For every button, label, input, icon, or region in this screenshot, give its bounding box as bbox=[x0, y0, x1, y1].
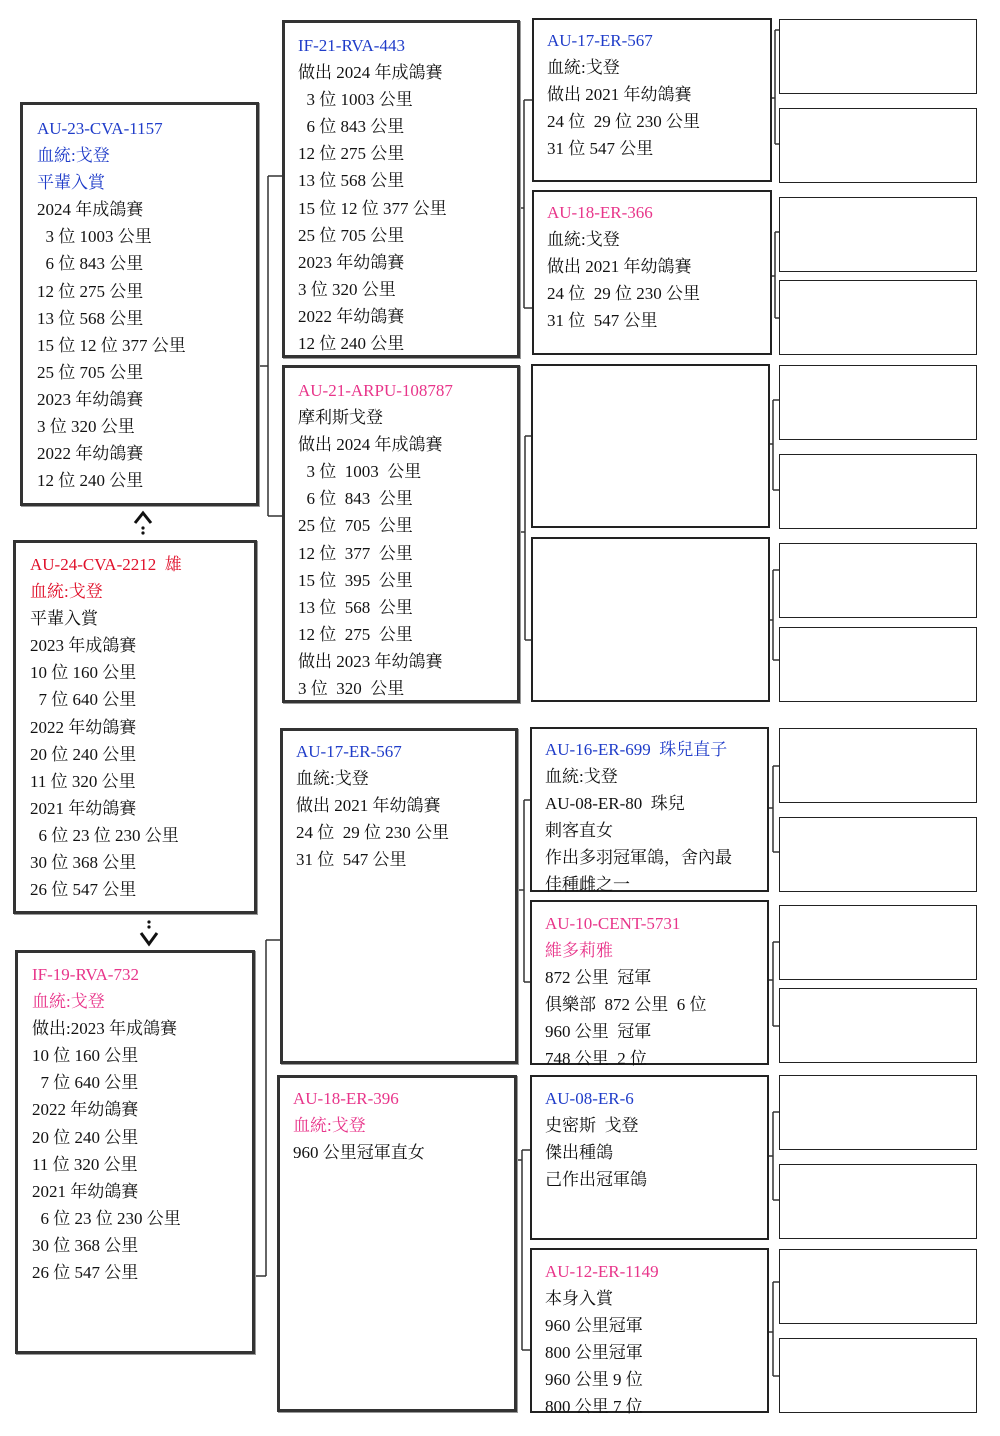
race-result: 30 位 368 公里 bbox=[30, 853, 137, 873]
empty-ancestor-card[interactable] bbox=[531, 364, 770, 528]
sibling-card-text bbox=[37, 115, 250, 497]
granddam-card[interactable] bbox=[530, 1248, 769, 1417]
empty-ancestor-card[interactable] bbox=[779, 817, 977, 892]
dam-sire-card[interactable] bbox=[280, 728, 518, 1064]
race-result: 872 公里 冠軍 bbox=[545, 968, 652, 988]
race-season: 2023 年成鴿賽 bbox=[30, 636, 137, 656]
race-result: 800 公里 7 位 bbox=[545, 1397, 643, 1417]
race-season: 做出 2024 年成鴿賽 bbox=[298, 63, 443, 83]
note-text: 己作出冠軍鴿 bbox=[545, 1170, 647, 1190]
race-season: 做出 2021 年幼鴿賽 bbox=[296, 796, 441, 816]
note-text: 本身入賞 bbox=[545, 1289, 613, 1309]
race-result: 12 位 275 公里 bbox=[37, 281, 144, 301]
note-text: 佳種雌之一 bbox=[545, 875, 630, 895]
granddam-card[interactable] bbox=[530, 900, 769, 1069]
race-season: 做出 2021 年幼鴿賽 bbox=[547, 257, 692, 277]
grandsire-card[interactable] bbox=[532, 18, 772, 182]
race-result: 3 位 320 公里 bbox=[298, 279, 396, 299]
empty-ancestor-card[interactable] bbox=[779, 905, 977, 980]
race-result: 15 位 395 公里 bbox=[298, 570, 413, 590]
race-result: 俱樂部 872 公里 6 位 bbox=[545, 995, 707, 1015]
race-season: 2021 年幼鴿賽 bbox=[30, 798, 137, 818]
race-result: 15 位 12 位 377 公里 bbox=[37, 335, 186, 355]
race-result: 800 公里冠軍 bbox=[545, 1343, 643, 1363]
race-result: 13 位 568 公里 bbox=[298, 597, 413, 617]
dotted-down-arrow-icon bbox=[138, 918, 160, 953]
race-result: 31 位 547 公里 bbox=[547, 139, 654, 159]
race-season: 2022 年幼鴿賽 bbox=[298, 306, 405, 326]
strain-text: 血統:戈登 bbox=[547, 58, 620, 78]
race-result: 6 位 843 公里 bbox=[37, 254, 144, 274]
dam-sire-card-text bbox=[296, 738, 509, 1055]
ring-number: AU-18-ER-396 bbox=[293, 1089, 399, 1108]
race-result: 20 位 240 公里 bbox=[32, 1127, 139, 1147]
empty-ancestor-card[interactable] bbox=[779, 197, 977, 272]
race-result: 6 位 23 位 230 公里 bbox=[30, 825, 179, 845]
strain-text: 血統:戈登 bbox=[296, 769, 369, 789]
strain-text: 摩利斯戈登 bbox=[298, 408, 383, 428]
race-result: 960 公里冠軍 bbox=[545, 1316, 643, 1336]
ring-number: AU-17-ER-567 bbox=[547, 31, 653, 50]
race-result: 30 位 368 公里 bbox=[32, 1235, 139, 1255]
empty-ancestor-card[interactable] bbox=[779, 454, 977, 529]
race-result: 6 位 843 公里 bbox=[298, 489, 413, 509]
race-result: 20 位 240 公里 bbox=[30, 744, 137, 764]
strain-text: 血統:戈登 bbox=[32, 992, 105, 1012]
strain-text: 血統:戈登 bbox=[293, 1116, 366, 1136]
race-season: 2022 年幼鴿賽 bbox=[32, 1100, 139, 1120]
race-result: 13 位 568 公里 bbox=[37, 308, 144, 328]
strain-text: 史密斯 戈登 bbox=[545, 1116, 639, 1136]
race-result: 25 位 705 公里 bbox=[298, 516, 413, 536]
ring-number: AU-10-CENT-5731 bbox=[545, 914, 681, 933]
race-season: 2021 年幼鴿賽 bbox=[32, 1181, 139, 1201]
ring-number: AU-23-CVA-1157 bbox=[37, 119, 163, 138]
strain-text: 血統:戈登 bbox=[37, 146, 110, 166]
sire-card[interactable] bbox=[282, 20, 520, 358]
race-result: 25 位 705 公里 bbox=[37, 362, 144, 382]
race-result: 960 公里 9 位 bbox=[545, 1370, 643, 1390]
empty-ancestor-card[interactable] bbox=[779, 627, 977, 702]
race-result: 11 位 320 公里 bbox=[32, 1154, 138, 1174]
granddam-card-text bbox=[545, 1258, 761, 1417]
name-text: 維多莉雅 bbox=[545, 941, 613, 961]
strain-text: 血統:戈登 bbox=[545, 767, 618, 787]
grandsire-card[interactable] bbox=[530, 1075, 769, 1240]
race-result: 24 位 29 位 230 公里 bbox=[547, 284, 700, 304]
ring-number: AU-17-ER-567 bbox=[296, 742, 402, 761]
race-result: 3 位 320 公里 bbox=[298, 679, 405, 699]
sire-dam-card-text bbox=[298, 377, 511, 699]
race-result: 7 位 640 公里 bbox=[32, 1073, 139, 1093]
race-result: 26 位 547 公里 bbox=[32, 1263, 139, 1283]
race-season: 做出 2023 年幼鴿賽 bbox=[298, 651, 443, 671]
granddam-card-text bbox=[545, 910, 761, 1069]
race-result: 3 位 1003 公里 bbox=[298, 462, 422, 482]
race-season: 2023 年幼鴿賽 bbox=[298, 252, 405, 272]
note-text: 作出多羽冠軍鴿，舍內最 bbox=[545, 848, 732, 868]
race-season: 2022 年幼鴿賽 bbox=[37, 444, 144, 464]
empty-ancestor-card[interactable] bbox=[779, 365, 977, 440]
race-season: 2023 年幼鴿賽 bbox=[37, 389, 144, 409]
race-season: 2024 年成鴿賽 bbox=[37, 200, 144, 220]
race-season: 2022 年幼鴿賽 bbox=[30, 717, 137, 737]
empty-ancestor-card[interactable] bbox=[779, 988, 977, 1063]
empty-ancestor-card[interactable] bbox=[531, 537, 770, 702]
dotted-up-arrow-icon bbox=[132, 510, 154, 543]
race-result: 960 公里 冠軍 bbox=[545, 1022, 652, 1042]
note-text: 傑出種鴿 bbox=[545, 1143, 613, 1163]
strain-text: 血統:戈登 bbox=[547, 230, 620, 250]
strain-text: 血統:戈登 bbox=[30, 582, 103, 602]
granddam-card[interactable] bbox=[532, 190, 772, 355]
race-result: 13 位 568 公里 bbox=[298, 171, 405, 191]
race-result: 11 位 320 公里 bbox=[30, 771, 136, 791]
race-result: 12 位 240 公里 bbox=[37, 471, 144, 491]
note-text: 刺客直女 bbox=[545, 821, 613, 841]
ring-number: IF-21-RVA-443 bbox=[298, 36, 405, 55]
race-result: 3 位 320 公里 bbox=[37, 417, 135, 437]
dam-card[interactable] bbox=[15, 950, 255, 1354]
race-result: 12 位 275 公里 bbox=[298, 624, 413, 644]
race-result: 6 位 843 公里 bbox=[298, 117, 405, 137]
ring-number: AU-12-ER-1149 bbox=[545, 1262, 659, 1281]
race-season: 做出 2021 年幼鴿賽 bbox=[547, 85, 692, 105]
subject-card[interactable] bbox=[13, 540, 257, 914]
dam-dam-card-text bbox=[293, 1085, 508, 1403]
race-result: 3 位 1003 公里 bbox=[298, 90, 413, 110]
ring-number: AU-18-ER-366 bbox=[547, 203, 653, 222]
empty-ancestor-card[interactable] bbox=[779, 108, 977, 183]
subject-card-text bbox=[30, 551, 248, 905]
race-season: 做出 2024 年成鴿賽 bbox=[298, 435, 443, 455]
empty-ancestor-card[interactable] bbox=[779, 1164, 977, 1239]
ring-number: AU-16-ER-699 珠兒直子 bbox=[545, 740, 728, 759]
race-result: 31 位 547 公里 bbox=[547, 311, 658, 331]
sire-card-text bbox=[298, 32, 511, 354]
grandsire-card-text bbox=[545, 1085, 761, 1232]
grandsire-card-text bbox=[547, 27, 764, 174]
ring-number: IF-19-RVA-732 bbox=[32, 965, 139, 984]
sire-dam-card[interactable] bbox=[282, 365, 520, 703]
empty-ancestor-card[interactable] bbox=[779, 19, 977, 94]
empty-ancestor-card[interactable] bbox=[779, 280, 977, 355]
ring-number: AU-08-ER-6 bbox=[545, 1089, 634, 1108]
race-result: 26 位 547 公里 bbox=[30, 880, 137, 900]
race-result: 7 位 640 公里 bbox=[30, 690, 137, 710]
empty-ancestor-card[interactable] bbox=[779, 728, 977, 803]
grandsire-card-text bbox=[545, 736, 761, 895]
race-result: 6 位 23 位 230 公里 bbox=[32, 1208, 181, 1228]
sibling-card[interactable] bbox=[20, 102, 259, 506]
race-result: 10 位 160 公里 bbox=[32, 1046, 139, 1066]
dam-card-text bbox=[32, 961, 246, 1345]
ring-number: AU-21-ARPU-108787 bbox=[298, 381, 453, 400]
note-text: 960 公里冠軍直女 bbox=[293, 1143, 425, 1163]
note-text: AU-08-ER-80 珠兒 bbox=[545, 794, 685, 814]
race-result: 748 公里 2 位 bbox=[545, 1049, 647, 1069]
race-result: 10 位 160 公里 bbox=[30, 663, 137, 683]
note-text: 平輩入賞 bbox=[30, 609, 98, 629]
race-result: 24 位 29 位 230 公里 bbox=[296, 823, 449, 843]
ring-number: AU-24-CVA-2212 雄 bbox=[30, 555, 182, 574]
grandsire-card[interactable] bbox=[530, 727, 769, 895]
race-result: 15 位 12 位 377 公里 bbox=[298, 198, 447, 218]
race-result: 12 位 377 公里 bbox=[298, 543, 413, 563]
note-text: 平輩入賞 bbox=[37, 173, 105, 193]
race-result: 31 位 547 公里 bbox=[296, 850, 407, 870]
race-result: 25 位 705 公里 bbox=[298, 225, 405, 245]
race-season: 做出:2023 年成鴿賽 bbox=[32, 1019, 177, 1039]
granddam-card-text bbox=[547, 199, 764, 347]
empty-ancestor-card[interactable] bbox=[779, 1338, 977, 1413]
race-result: 24 位 29 位 230 公里 bbox=[547, 112, 700, 132]
empty-ancestor-card[interactable] bbox=[779, 543, 977, 618]
race-result: 12 位 275 公里 bbox=[298, 144, 405, 164]
race-result: 3 位 1003 公里 bbox=[37, 227, 152, 247]
empty-ancestor-card[interactable] bbox=[779, 1249, 977, 1324]
empty-ancestor-card[interactable] bbox=[779, 1075, 977, 1150]
dam-dam-card[interactable] bbox=[277, 1075, 517, 1412]
race-result: 12 位 240 公里 bbox=[298, 334, 405, 354]
